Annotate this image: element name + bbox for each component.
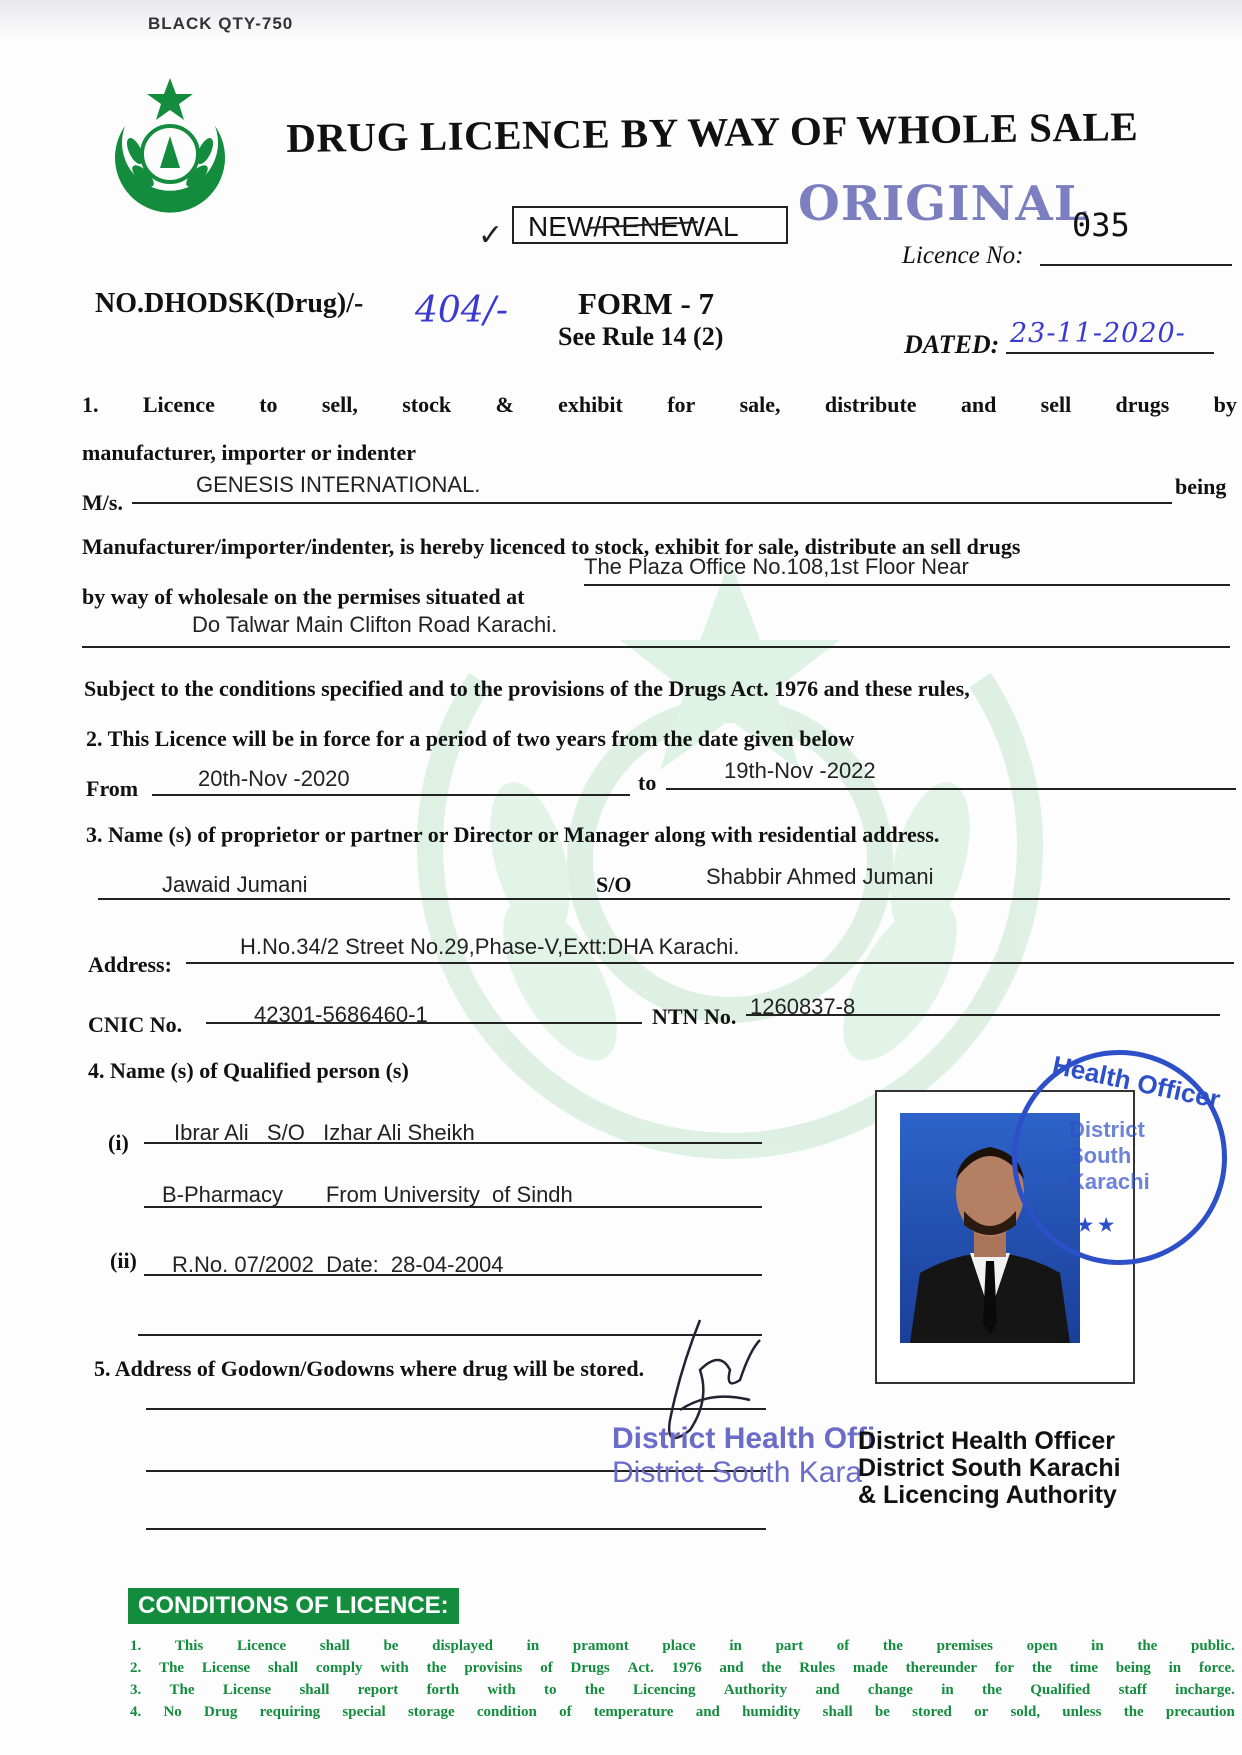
ntn-label: NTN No. [652,1004,737,1029]
document-title: DRUG LICENCE BY WAY OF WHOLE SALE [286,103,1139,161]
godown-line-3 [146,1528,766,1530]
qualification-line [144,1206,762,1208]
authority-line-1: District Health Officer [858,1427,1116,1455]
to-line [666,788,1236,790]
address-label: Address: [88,952,172,977]
original-stamp: ORIGINAL [798,176,1089,232]
word: sell, [321,392,358,417]
section1-line1 [82,392,1237,418]
dated-handwritten: 23-11-2020- [1010,318,1186,349]
reference-number-label: NO.DHODSK(Drug)/- [95,288,364,319]
word: sell [1040,392,1072,417]
new-renewal-box: NEW/RENEWAL [512,206,788,244]
dated-label: DATED: [904,330,1000,359]
registration-details: R.No. 07/2002 Date: 28-04-2004 [172,1252,504,1277]
being-label: being [1175,474,1227,499]
section2-text: 2. This Licence will be in force for a period of two years from the date given below [86,726,855,751]
rule-reference: See Rule 14 (2) [558,322,724,351]
word: by [1213,392,1237,417]
word: exhibit [558,392,623,417]
authority-line-2: District South Karachi [858,1454,1121,1482]
subject-clause: Subject to the conditions specified and to the provisions of the Drugs Act. 1976 and these rules, [84,676,970,701]
condition-4: 4. No Drug requiring special storage condition of temperature and humidity shall be stored or sold, unless the precaution [130,1704,1235,1720]
father-name: Shabbir Ahmed Jumani [706,864,934,889]
licence-number-label: Licence No: [902,242,1024,269]
star-icon: ★ ★ [1077,1215,1115,1235]
word: & [495,392,514,417]
qualified-person-name: Ibrar Ali S/O Izhar Ali Sheikh [174,1120,475,1145]
reference-number-handwritten: 404/- [415,290,509,331]
cnic-number: 42301-5686460-1 [254,1002,428,1027]
word: stock [402,392,452,417]
licencing-authority [858,1428,1121,1509]
ntn-number: 1260837-8 [750,994,856,1019]
to-date: 19th-Nov -2022 [724,758,876,783]
premises-address-2: Do Talwar Main Clifton Road Karachi. [192,612,558,637]
cnic-label: CNIC No. [88,1012,183,1037]
section1-line4: Manufacturer/importer/indenter, is hereby licenced to stock, exhibit for sale, distribute an sell drugs [82,534,1021,559]
authority-line-3: & Licencing Authority [858,1481,1117,1509]
section1-line2: manufacturer, importer or indenter [82,440,417,465]
word: 1. [82,392,99,417]
health-officer-round-stamp [1012,1050,1227,1265]
from-label: From [86,776,139,801]
from-line [152,794,630,796]
stamp-inner-text-2: South [1069,1143,1132,1168]
proprietor-line [98,898,1230,900]
premises-label: by way of wholesale on the permises situated at [82,584,525,609]
blue-stamp-line-2: District South Kara [612,1456,863,1489]
section4-text: 4. Name (s) of Qualified person (s) [88,1058,409,1083]
qualified-ii-label: (ii) [110,1248,137,1273]
stock-code: BLACK QTY-750 [148,14,294,33]
condition-1: 1. This Licence shall be displayed in pramont place in part of the premises open in the public. [130,1638,1235,1654]
qualified-i-label: (i) [108,1130,129,1155]
form-number: FORM - 7 [578,286,715,321]
word: sale, [739,392,781,417]
proprietor-name: Jawaid Jumani [162,872,308,897]
condition-3: 3. The License shall report forth with to the Licencing Authority and change in the Qualified staff incharge. [130,1682,1235,1698]
blue-stamp-line-1: District Health Offi [612,1422,876,1455]
so-label: S/O [596,872,632,897]
cnic-line [206,1022,642,1024]
residential-address: H.No.34/2 Street No.29,Phase-V,Extt:DHA Karachi. [240,934,740,959]
address-line [186,962,1234,964]
stamp-ring-text: Health Officer [1049,1049,1223,1115]
check-mark-icon: ✓ [478,218,504,253]
word: to [259,392,278,417]
ms-label: M/s. [82,490,123,515]
word: Licence [142,392,215,417]
section3-text: 3. Name (s) of proprietor or partner or Director or Manager along with residential address. [86,822,940,847]
from-date: 20th-Nov -2020 [198,766,350,791]
premises-address-1: The Plaza Office No.108,1st Floor Near [584,554,969,579]
premises-line-2 [82,646,1230,648]
to-label: to [638,770,657,795]
word: for [667,392,696,417]
stamp-inner-text-1: District [1069,1117,1145,1142]
qualified-i-line [144,1142,762,1144]
ntn-line [746,1014,1220,1016]
blue-ink-stamp [612,1422,875,1490]
conditions-heading: CONDITIONS OF LICENCE: [128,1588,459,1624]
section5-text: 5. Address of Godown/Godowns where drug will be stored. [94,1356,645,1381]
premises-line-1 [584,584,1230,586]
firm-name: GENESIS INTERNATIONAL. [196,472,481,497]
word: distribute [824,392,917,417]
firm-name-line [132,502,1172,504]
word: drugs [1115,392,1170,417]
registration-line [144,1274,762,1276]
condition-2: 2. The License shall comply with the provisins of Drugs Act. 1976 and the Rules made thereunder for the time being in force. [130,1660,1235,1676]
dated-line [1006,352,1214,354]
qualification: B-Pharmacy From University of Sindh [162,1182,573,1207]
stamp-inner-text-3: Karachi [1069,1169,1150,1194]
word: and [960,392,997,417]
sindh-government-logo [105,76,235,214]
licence-number-line [1040,264,1232,266]
licence-number: 035 [1072,206,1130,244]
